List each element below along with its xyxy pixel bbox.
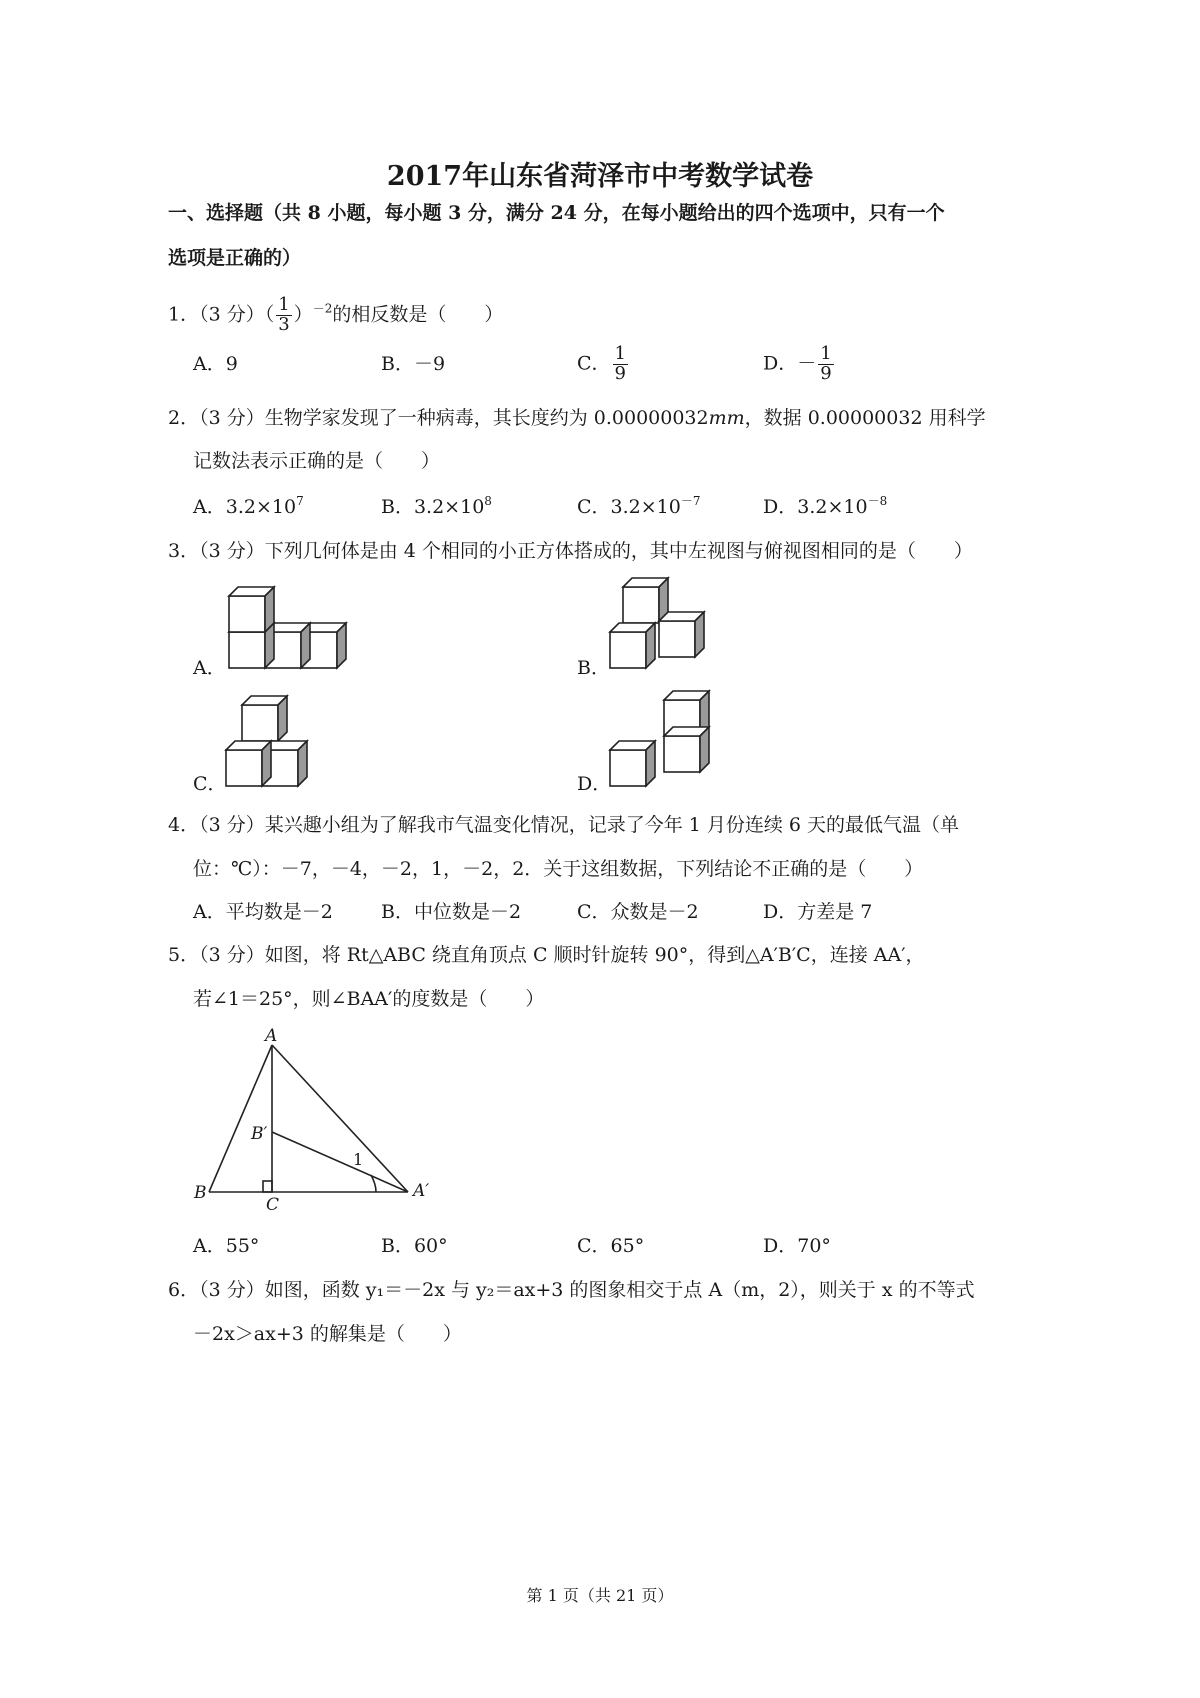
q4-option-a: A．平均数是－2 [193, 901, 333, 923]
label-angle-1: 1 [353, 1150, 364, 1169]
page-title: 2017年山东省菏泽市中考数学试卷 [386, 161, 814, 192]
question-score: （3 分） [199, 303, 265, 326]
q5-option-d: D．70° [763, 1235, 831, 1257]
q2-option-d: D．$3.2\times 10^{-8}$ [763, 494, 888, 518]
fraction-denominator: 3 [278, 313, 290, 335]
open-paren: （ [264, 303, 275, 326]
q1-option-a: A．9 [193, 353, 238, 375]
question-2-line1: 2．（3 分）生物学家发现了一种病毒，其长度约为 0.00000032mm，数据 0.00000032 用科学 [168, 407, 986, 429]
q3-option-a-label: A． [193, 657, 226, 679]
triangle-figure [209, 1045, 408, 1192]
question-6-line2: －2x＞ax+3 的解集是（ ） [193, 1323, 462, 1345]
question-5-line1: 5．（3 分）如图，将 Rt△ABC 绕直角顶点 C 顺时针旋转 90°，得到△A′B′C，连接 AA′， [168, 944, 925, 966]
figure-c-cubes [226, 696, 307, 786]
label-A: A [265, 1026, 278, 1046]
section-heading-line1: 一、选择题（共 8 小题，每小题 3 分，满分 24 分，在每小题给出的四个选项中，只有一个 [168, 202, 945, 224]
figure-d-cubes [610, 691, 709, 786]
figure-a-cubes [229, 587, 346, 668]
q4-option-c: C．众数是－2 [577, 901, 699, 923]
question-5-line2: 若∠1＝25°，则∠BAA′的度数是（ ） [193, 988, 545, 1010]
q3-option-d-label: D． [577, 773, 612, 795]
label-B: B [194, 1183, 207, 1203]
fraction-numerator: 1 [278, 294, 290, 315]
fraction: $\frac{1}{9}$ [820, 343, 832, 384]
question-6-line1: 6．（3 分）如图，函数 y₁＝－2x 与 y₂＝ax+3 的图象相交于点 A（m，2），则关于 x 的不等式 [168, 1279, 975, 1301]
question-4-line2: 位：℃）：－7，－4，－2，1，－2，2．关于这组数据，下列结论不正确的是（ ） [193, 858, 924, 880]
q3-option-b-label: B． [577, 657, 610, 679]
fraction: $\frac{1}{9}$ [614, 343, 626, 384]
q4-option-d: D．方差是 7 [763, 901, 873, 923]
exponent: －2 [312, 301, 333, 316]
q1-option-d: D．－ $\frac{1}{9}$ [763, 343, 832, 384]
page-footer: 第 1 页（共 21 页） [526, 1586, 674, 1605]
q1-option-b: B．－9 [381, 353, 446, 375]
question-number: 1． [168, 303, 200, 326]
label-B-prime: B′ [251, 1124, 268, 1144]
label-C: C [266, 1195, 280, 1215]
section-heading-line2: 选项是正确的） [168, 247, 302, 269]
label-A-prime: A′ [413, 1181, 430, 1201]
q2-option-a: A．$3.2\times 10^7$ [193, 494, 304, 518]
q5-option-a: A．55° [193, 1235, 260, 1257]
close-paren: ） [293, 303, 313, 326]
q2-option-b: B．$3.2\times 10^8$ [381, 494, 492, 518]
question-3-stem: 3．（3 分）下列几何体是由 4 个相同的小正方体搭成的，其中左视图与俯视图相同的是（ ） [168, 540, 973, 562]
question-text: 的相反数是（ ） [332, 303, 504, 326]
q1-option-c: C． $\frac{1}{9}$ [577, 343, 626, 384]
q2-option-c: C．$3.2\times 10^{-7}$ [577, 494, 701, 518]
question-2-line2: 记数法表示正确的是（ ） [193, 450, 441, 472]
q4-option-b: B．中位数是－2 [381, 901, 522, 923]
q3-option-c-label: C． [193, 773, 227, 795]
figure-b-cubes [610, 578, 704, 668]
q5-option-b: B．60° [381, 1235, 448, 1257]
question-4-line1: 4．（3 分）某兴趣小组为了解我市气温变化情况，记录了今年 1 月份连续 6 天的最低气温（单 [168, 814, 960, 836]
q5-option-c: C．65° [577, 1235, 645, 1257]
